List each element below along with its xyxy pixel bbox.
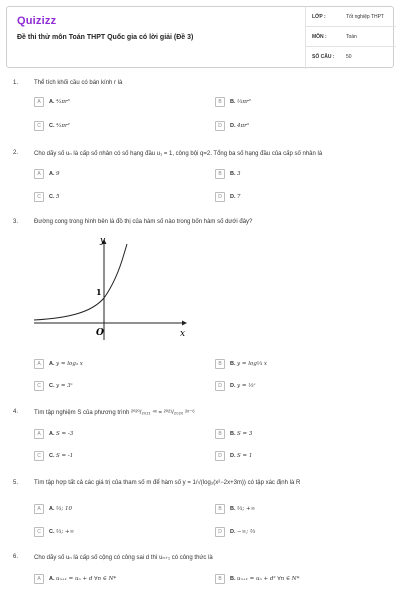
option-label: B. <box>230 171 236 177</box>
origin-label: O <box>96 328 104 338</box>
question-number: 4. <box>13 409 19 415</box>
option-value: 9 <box>56 171 60 177</box>
option-letter: C <box>34 527 44 537</box>
question-text: Tìm tập nghiệm S của phương trình ²⁰²⁰/₂₀₂₁ ⁴ˣ = ²⁰²¹/₂₀₂₀ ²ˣ⁻⁶ <box>34 410 195 416</box>
option-letter: A <box>34 574 44 584</box>
option-label: A. <box>49 576 55 582</box>
option-letter: B <box>215 504 225 514</box>
option-c[interactable] <box>34 192 204 204</box>
option-label: C. <box>49 123 55 129</box>
meta-row-count <box>306 47 396 67</box>
option-label: C. <box>49 453 55 459</box>
option-value: S = -1 <box>56 453 74 459</box>
option-value: S = 3 <box>237 431 253 437</box>
option-letter: A <box>34 429 44 439</box>
option-label: D. <box>230 194 236 200</box>
option-value: S = 1 <box>237 453 253 459</box>
option-letter: B <box>215 429 225 439</box>
option-letter: C <box>34 381 44 391</box>
option-label: B. <box>230 361 236 367</box>
tick-label: 1 <box>96 287 102 297</box>
option-label: C. <box>49 383 55 389</box>
option-label: A. <box>49 361 55 367</box>
option-d[interactable] <box>215 121 385 133</box>
option-value: y = log⅓ x <box>237 361 268 367</box>
option-label: A. <box>49 431 55 437</box>
meta-value: Tốt nghiệp THPT <box>346 14 384 20</box>
option-a[interactable] <box>34 169 204 181</box>
option-value: y = ⅓ˣ <box>237 383 256 389</box>
option-a[interactable] <box>34 504 204 516</box>
x-axis-label: x <box>180 329 186 339</box>
option-letter: A <box>34 504 44 514</box>
option-label: B. <box>230 576 236 582</box>
option-letter: C <box>34 192 44 202</box>
option-label: D. <box>230 529 236 535</box>
option-label: A. <box>49 171 55 177</box>
meta-key: SỐ CÂU : <box>312 54 335 60</box>
question-text: Đường cong trong hình bên là đồ thị của hàm số nào trong bốn hàm số dưới đây? <box>34 219 253 225</box>
question-text: Thể tích khối cầu có bán kính r là <box>34 80 123 86</box>
option-label: C. <box>49 529 55 535</box>
option-value: y = log₃ x <box>56 361 83 367</box>
option-label: D. <box>230 383 236 389</box>
option-c[interactable] <box>34 121 204 133</box>
option-a[interactable] <box>34 359 204 371</box>
exponential-graph <box>30 232 190 344</box>
option-b[interactable] <box>215 97 385 109</box>
question-number: 3. <box>13 219 19 225</box>
option-letter: A <box>34 169 44 179</box>
question-number: 1. <box>13 80 19 86</box>
option-letter: B <box>215 169 225 179</box>
option-letter: D <box>215 381 225 391</box>
option-letter: D <box>215 527 225 537</box>
meta-key: LỚP : <box>312 14 326 20</box>
page-header <box>6 6 394 68</box>
option-d[interactable] <box>215 527 385 539</box>
option-value: ⅔; +∞ <box>56 529 75 535</box>
option-b[interactable] <box>215 169 385 181</box>
option-value: 5 <box>56 194 60 200</box>
option-a[interactable] <box>34 97 204 109</box>
meta-row-class <box>306 7 396 27</box>
page-title: Đề thi thử môn Toán THPT Quốc gia có lời giải (Đề 3) <box>17 34 194 41</box>
option-b[interactable] <box>215 504 385 516</box>
option-value: −∞; ⅔ <box>237 529 256 535</box>
option-value: y = 3ˣ <box>56 383 73 389</box>
option-c[interactable] <box>34 527 204 539</box>
option-label: C. <box>49 194 55 200</box>
question-text: Cho dãy số uₙ là cấp số nhân có số hạng đầu u₁ = 1, công bội q=2. Tổng ba số hạng đầu của cấp số nhân là <box>34 151 323 157</box>
option-value: 7 <box>237 194 241 200</box>
option-d[interactable] <box>215 192 385 204</box>
meta-table <box>305 7 395 69</box>
option-letter: D <box>215 451 225 461</box>
option-letter: B <box>215 97 225 107</box>
option-value: ⅔; +∞ <box>237 506 256 512</box>
option-value: ⅓πr³ <box>237 99 251 105</box>
option-a[interactable] <box>34 429 204 441</box>
meta-key: MÔN : <box>312 34 327 40</box>
curve <box>34 244 127 320</box>
meta-value: Toán <box>346 34 357 40</box>
option-label: A. <box>49 506 55 512</box>
option-d[interactable] <box>215 451 385 463</box>
option-value: ⅔; 10 <box>56 506 72 512</box>
meta-value: 50 <box>346 54 352 60</box>
option-c[interactable] <box>34 451 204 463</box>
option-letter: A <box>34 97 44 107</box>
option-value: 3 <box>237 171 241 177</box>
option-label: D. <box>230 453 236 459</box>
x-axis-arrow <box>182 321 187 326</box>
option-b[interactable] <box>215 574 385 586</box>
option-b[interactable] <box>215 429 385 441</box>
option-value: ⁴⁄₃πr² <box>56 123 70 129</box>
meta-row-subject <box>306 27 396 47</box>
option-label: B. <box>230 99 236 105</box>
y-axis-label: y <box>100 236 106 246</box>
question-number: 6. <box>13 554 19 560</box>
question-number: 2. <box>13 150 19 156</box>
option-a[interactable] <box>34 574 204 586</box>
option-label: B. <box>230 506 236 512</box>
option-label: D. <box>230 123 236 129</box>
question-text: Cho dãy số uₙ là cấp số cộng có công sai d thì uₙ₊₁ có công thức là <box>34 555 213 561</box>
option-d[interactable] <box>215 381 385 393</box>
option-letter: C <box>34 121 44 131</box>
option-c[interactable] <box>34 381 204 393</box>
question-text: Tìm tập hợp tất cả các giá trị của tham số m để hàm số y = 1/√(log₃(x²−2x+3m)) có tập xác định là R <box>34 480 301 486</box>
option-value: 4πr³ <box>237 123 249 129</box>
option-value: S = -3 <box>56 431 74 437</box>
quizizz-logo: Quizizz <box>17 15 57 27</box>
option-letter: D <box>215 121 225 131</box>
option-letter: C <box>34 451 44 461</box>
option-label: A. <box>49 99 55 105</box>
option-letter: B <box>215 574 225 584</box>
option-letter: D <box>215 192 225 202</box>
option-label: B. <box>230 431 236 437</box>
option-value: uₙ₊₁ = uₙ + d ∀n ∈ N* <box>56 576 117 582</box>
option-value: ⁴⁄₃πr³ <box>56 99 70 105</box>
option-value: uₙ₊₁ = uₙ + d² ∀n ∈ N* <box>237 576 300 582</box>
option-b[interactable] <box>215 359 385 371</box>
option-letter: B <box>215 359 225 369</box>
question-number: 5. <box>13 480 19 486</box>
option-letter: A <box>34 359 44 369</box>
